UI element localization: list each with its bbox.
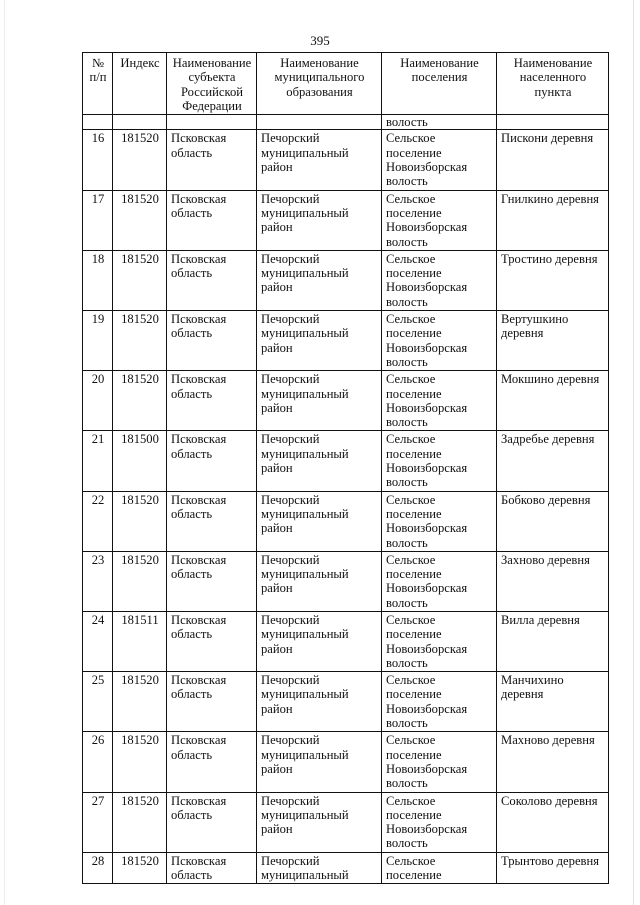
cell-subject: Псковская область	[167, 431, 257, 491]
table-row	[83, 190, 609, 250]
cell-index: 181520	[113, 371, 167, 431]
cell-locality: Бобково деревня	[497, 491, 609, 551]
cell-municipality: Печорский муниципальный район	[257, 371, 382, 431]
cell-number	[83, 115, 113, 130]
cell-locality: Мокшино деревня	[497, 371, 609, 431]
cell-municipality: Печорский муниципальный район	[257, 491, 382, 551]
cell-locality: Махново деревня	[497, 732, 609, 792]
cell-locality: Пискони деревня	[497, 130, 609, 190]
cell-settlement: Сельское поселение Новоизборская волость	[382, 431, 497, 491]
cell-subject: Псковская область	[167, 852, 257, 884]
cell-subject: Псковская область	[167, 371, 257, 431]
header-subject: Наименование субъекта Российской Федерации	[167, 53, 257, 115]
cell-settlement: Сельское поселение Новоизборская волость	[382, 250, 497, 310]
cell-subject: Псковская область	[167, 130, 257, 190]
cell-index: 181520	[113, 852, 167, 884]
table-row	[83, 732, 609, 792]
cell-locality: Вилла деревня	[497, 611, 609, 671]
table-row	[83, 311, 609, 371]
cell-subject: Псковская область	[167, 491, 257, 551]
cell-locality: Тростино деревня	[497, 250, 609, 310]
header-index: Индекс	[113, 53, 167, 115]
cell-number: 23	[83, 551, 113, 611]
cell-settlement: Сельское поселение Новоизборская волость	[382, 551, 497, 611]
table-row	[83, 611, 609, 671]
continuation-row	[83, 115, 609, 130]
header-locality: Наименование населенного пункта	[497, 53, 609, 115]
cell-index: 181520	[113, 311, 167, 371]
cell-number: 24	[83, 611, 113, 671]
cell-settlement: Сельское поселение Новоизборская волость	[382, 792, 497, 852]
cell-municipality: Печорский муниципальный район	[257, 551, 382, 611]
cell-index: 181520	[113, 672, 167, 732]
cell-settlement: волость	[382, 115, 497, 130]
cell-settlement: Сельское поселение Новоизборская волость	[382, 130, 497, 190]
cell-number: 19	[83, 311, 113, 371]
table-row	[83, 130, 609, 190]
cell-subject: Псковская область	[167, 311, 257, 371]
cell-number: 20	[83, 371, 113, 431]
cell-municipality: Печорский муниципальный район	[257, 611, 382, 671]
cell-settlement: Сельское поселение Новоизборская волость	[382, 311, 497, 371]
cell-subject: Псковская область	[167, 611, 257, 671]
cell-locality: Захново деревня	[497, 551, 609, 611]
cell-index: 181500	[113, 431, 167, 491]
cell-locality: Гнилкино деревня	[497, 190, 609, 250]
cell-number: 17	[83, 190, 113, 250]
table-row	[83, 852, 609, 884]
cell-locality: Манчихино деревня	[497, 672, 609, 732]
cell-subject: Псковская область	[167, 190, 257, 250]
cell-index: 181520	[113, 491, 167, 551]
scan-edge-left	[4, 0, 5, 905]
cell-settlement: Сельское поселение Новоизборская волость	[382, 672, 497, 732]
cell-index: 181511	[113, 611, 167, 671]
cell-settlement: Сельское поселение Новоизборская волость	[382, 371, 497, 431]
table-row	[83, 371, 609, 431]
cell-number: 16	[83, 130, 113, 190]
cell-settlement: Сельское поселение Новоизборская волость	[382, 491, 497, 551]
cell-number: 21	[83, 431, 113, 491]
header-municipality: Наименование муниципального образования	[257, 53, 382, 115]
cell-locality: Вертушкино деревня	[497, 311, 609, 371]
cell-number: 18	[83, 250, 113, 310]
cell-subject: Псковская область	[167, 672, 257, 732]
cell-index: 181520	[113, 732, 167, 792]
cell-subject	[167, 115, 257, 130]
cell-number: 26	[83, 732, 113, 792]
cell-index: 181520	[113, 792, 167, 852]
cell-municipality: Печорский муниципальный район	[257, 672, 382, 732]
cell-settlement: Сельское поселение Новоизборская волость	[382, 732, 497, 792]
cell-index: 181520	[113, 551, 167, 611]
table-row	[83, 250, 609, 310]
settlements-table	[82, 52, 609, 884]
cell-municipality: Печорский муниципальный район	[257, 732, 382, 792]
cell-municipality	[257, 115, 382, 130]
table-row	[83, 672, 609, 732]
scan-edge-right	[633, 0, 634, 905]
cell-settlement: Сельское поселение	[382, 852, 497, 884]
table-row	[83, 551, 609, 611]
cell-number: 27	[83, 792, 113, 852]
cell-subject: Псковская область	[167, 792, 257, 852]
cell-index: 181520	[113, 250, 167, 310]
page-number: 395	[310, 33, 330, 48]
cell-locality: Задребье деревня	[497, 431, 609, 491]
table-row	[83, 792, 609, 852]
table-body	[83, 115, 609, 884]
cell-municipality: Печорский муниципальный	[257, 852, 382, 884]
table-row	[83, 431, 609, 491]
cell-municipality: Печорский муниципальный район	[257, 792, 382, 852]
cell-locality	[497, 115, 609, 130]
table-row	[83, 491, 609, 551]
cell-subject: Псковская область	[167, 732, 257, 792]
cell-municipality: Печорский муниципальный район	[257, 431, 382, 491]
cell-index	[113, 115, 167, 130]
cell-number: 28	[83, 852, 113, 884]
cell-municipality: Печорский муниципальный район	[257, 130, 382, 190]
cell-number: 25	[83, 672, 113, 732]
cell-index: 181520	[113, 130, 167, 190]
cell-subject: Псковская область	[167, 551, 257, 611]
cell-settlement: Сельское поселение Новоизборская волость	[382, 190, 497, 250]
cell-number: 22	[83, 491, 113, 551]
header-row	[83, 53, 609, 115]
cell-subject: Псковская область	[167, 250, 257, 310]
cell-municipality: Печорский муниципальный район	[257, 190, 382, 250]
cell-settlement: Сельское поселение Новоизборская волость	[382, 611, 497, 671]
header-settlement: Наименование поселения	[382, 53, 497, 115]
cell-municipality: Печорский муниципальный район	[257, 250, 382, 310]
cell-index: 181520	[113, 190, 167, 250]
header-number: № п/п	[83, 53, 113, 115]
cell-locality: Трынтово деревня	[497, 852, 609, 884]
cell-municipality: Печорский муниципальный район	[257, 311, 382, 371]
cell-locality: Соколово деревня	[497, 792, 609, 852]
